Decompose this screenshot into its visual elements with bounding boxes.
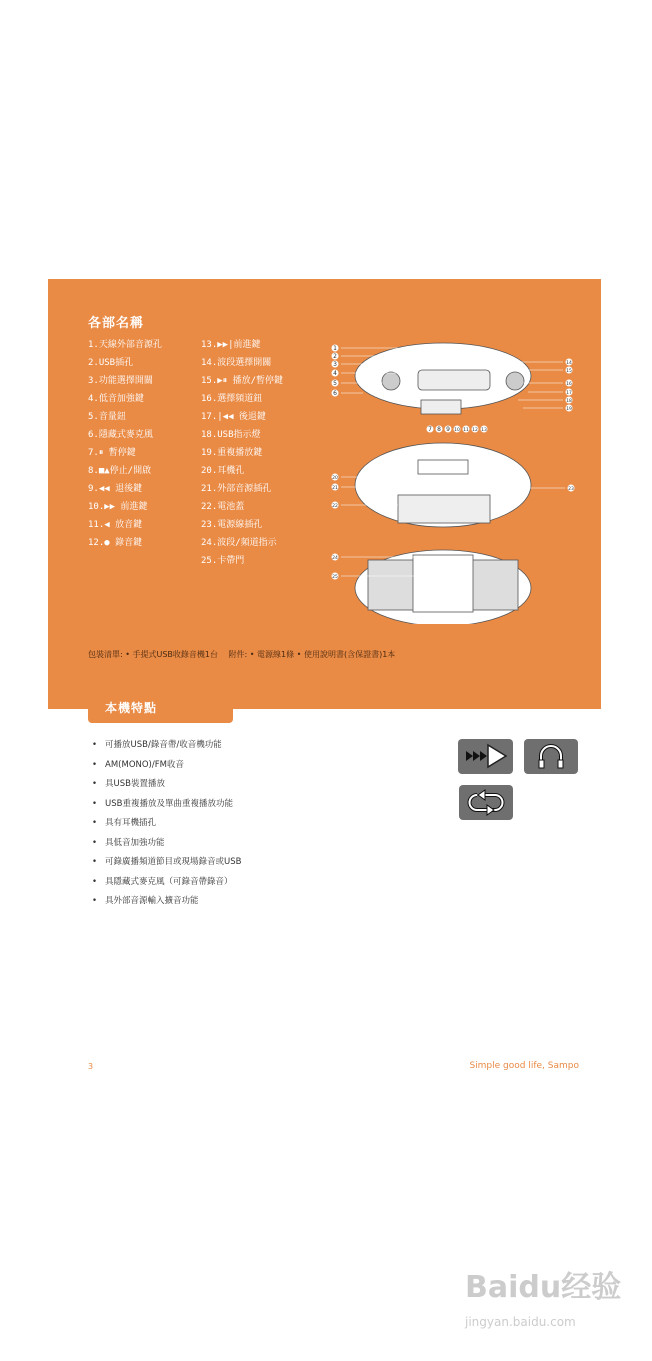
callout-16: [566, 380, 573, 388]
features-title: 本機特點: [105, 701, 158, 715]
svg-text:12: 12: [472, 428, 478, 433]
callout-20: [332, 474, 339, 482]
callout-24: [332, 554, 339, 562]
part-item: 19.重複播放鍵: [201, 448, 263, 458]
callout-22: [332, 502, 339, 510]
callout-4: [332, 370, 339, 378]
svg-text:15: 15: [566, 369, 572, 374]
feature-item: • 可播放USB/錄音帶/收音機功能: [92, 736, 241, 756]
callout-3: [332, 361, 339, 369]
watermark-url: jingyan.baidu.com: [465, 1315, 576, 1329]
fast-forward-play-icon: [458, 739, 513, 774]
part-item: 25.卡帶門: [201, 556, 245, 566]
package-list: 包裝清單: • 手提式USB收錄音機1台 附件: • 電源線1條 • 使用說明書(含保證書)1本: [88, 650, 396, 659]
svg-text:24: 24: [332, 556, 338, 561]
svg-text:11: 11: [463, 428, 469, 433]
svg-text:22: 22: [332, 504, 338, 509]
repeat-icon: [459, 785, 513, 820]
callout-7: [427, 426, 434, 434]
svg-text:18: 18: [566, 399, 572, 404]
part-item: 9.◀◀ 退後鍵: [88, 484, 143, 494]
feature-item: • 具隱藏式麥克風（可錄音帶錄音）: [92, 873, 241, 893]
part-item: 16.選擇頻道鈕: [201, 394, 263, 404]
part-item: 15.▶⏸ 播放/暫停鍵: [201, 376, 284, 386]
part-item: 24.波段/頻道指示: [201, 538, 277, 548]
callout-11: [463, 426, 470, 434]
svg-text:2: 2: [333, 353, 337, 360]
svg-text:25: 25: [332, 575, 338, 580]
callout-14: [566, 359, 573, 367]
svg-text:6: 6: [333, 390, 337, 397]
svg-text:21: 21: [332, 486, 338, 491]
part-item: 20.耳機孔: [201, 466, 245, 476]
device-diagram: [328, 334, 598, 624]
slogan: Simple good life, Sampo: [469, 1061, 579, 1071]
parts-panel: [48, 279, 601, 709]
svg-text:13: 13: [481, 428, 487, 433]
part-item: 8.■▲停止/開啟: [88, 466, 152, 476]
callout-6: [332, 390, 339, 398]
part-item: 5.音量鈕: [88, 412, 126, 422]
callout-5: [332, 380, 339, 388]
svg-text:16: 16: [566, 382, 572, 387]
callout-19: [566, 405, 573, 413]
part-item: 3.功能選擇開關: [88, 376, 153, 386]
part-item: 2.USB插孔: [88, 358, 134, 368]
part-item: 6.隱藏式麥克風: [88, 430, 153, 440]
callout-1: [332, 345, 339, 353]
feature-item: • 具USB裝置播放: [92, 775, 241, 795]
part-item: 13.▶▶|前進鍵: [201, 340, 261, 350]
callout-2: [332, 353, 339, 361]
feature-item: • 具有耳機插孔: [92, 814, 241, 834]
callout-23: [568, 485, 575, 493]
part-item: 1.天線外部音源孔: [88, 340, 162, 350]
section-title: 各部名稱: [88, 316, 145, 331]
part-item: 18.USB指示燈: [201, 430, 261, 440]
callout-17: [566, 389, 573, 397]
svg-text:10: 10: [454, 428, 460, 433]
headphone-icon: [524, 739, 578, 774]
feature-item: • 可錄廣播頻道節目或現場錄音或USB: [92, 853, 241, 873]
feature-item: • 具外部音源輸入擴音功能: [92, 892, 241, 912]
features-list: [92, 736, 241, 912]
svg-text:1: 1: [333, 345, 337, 352]
svg-text:20: 20: [332, 476, 338, 481]
callout-12: [472, 426, 479, 434]
part-item: 14.波段選擇開關: [201, 358, 272, 368]
part-item: 22.電池蓋: [201, 502, 245, 512]
part-item: 21.外部音源插孔: [201, 484, 272, 494]
parts-list-right: [201, 336, 283, 570]
callout-9: [445, 426, 452, 434]
callout-8: [436, 426, 443, 434]
features-tab: [88, 693, 233, 723]
feature-item: • USB重複播放及單曲重複播放功能: [92, 795, 241, 815]
svg-text:14: 14: [566, 361, 572, 366]
part-item: 7.⏸ 暫停鍵: [88, 448, 136, 458]
svg-text:8: 8: [437, 426, 441, 433]
callout-15: [566, 367, 573, 375]
svg-text:5: 5: [333, 380, 337, 387]
part-item: 12.● 錄音鍵: [88, 538, 143, 548]
parts-list-left: [88, 336, 162, 552]
callout-13: [481, 426, 488, 434]
part-item: 11.◀ 放音鍵: [88, 520, 143, 530]
part-item: 23.電源線插孔: [201, 520, 263, 530]
callout-10: [454, 426, 461, 434]
part-item: 10.▶▶ 前進鍵: [88, 502, 148, 512]
callout-18: [566, 397, 573, 405]
callout-21: [332, 484, 339, 492]
part-item: 17.|◀◀ 後退鍵: [201, 412, 266, 422]
svg-text:3: 3: [333, 361, 337, 368]
svg-text:9: 9: [446, 426, 450, 433]
feature-item: • 具低音加強功能: [92, 834, 241, 854]
svg-text:23: 23: [568, 487, 574, 492]
svg-text:4: 4: [333, 370, 337, 377]
callout-25: [332, 573, 339, 581]
page-number: 3: [88, 1062, 94, 1071]
watermark-logo: Baidu经验: [465, 1270, 622, 1305]
svg-text:19: 19: [566, 407, 572, 412]
svg-text:17: 17: [566, 391, 572, 396]
svg-text:7: 7: [428, 426, 432, 433]
feature-item: • AM(MONO)/FM收音: [92, 756, 241, 776]
part-item: 4.低音加強鍵: [88, 394, 144, 404]
